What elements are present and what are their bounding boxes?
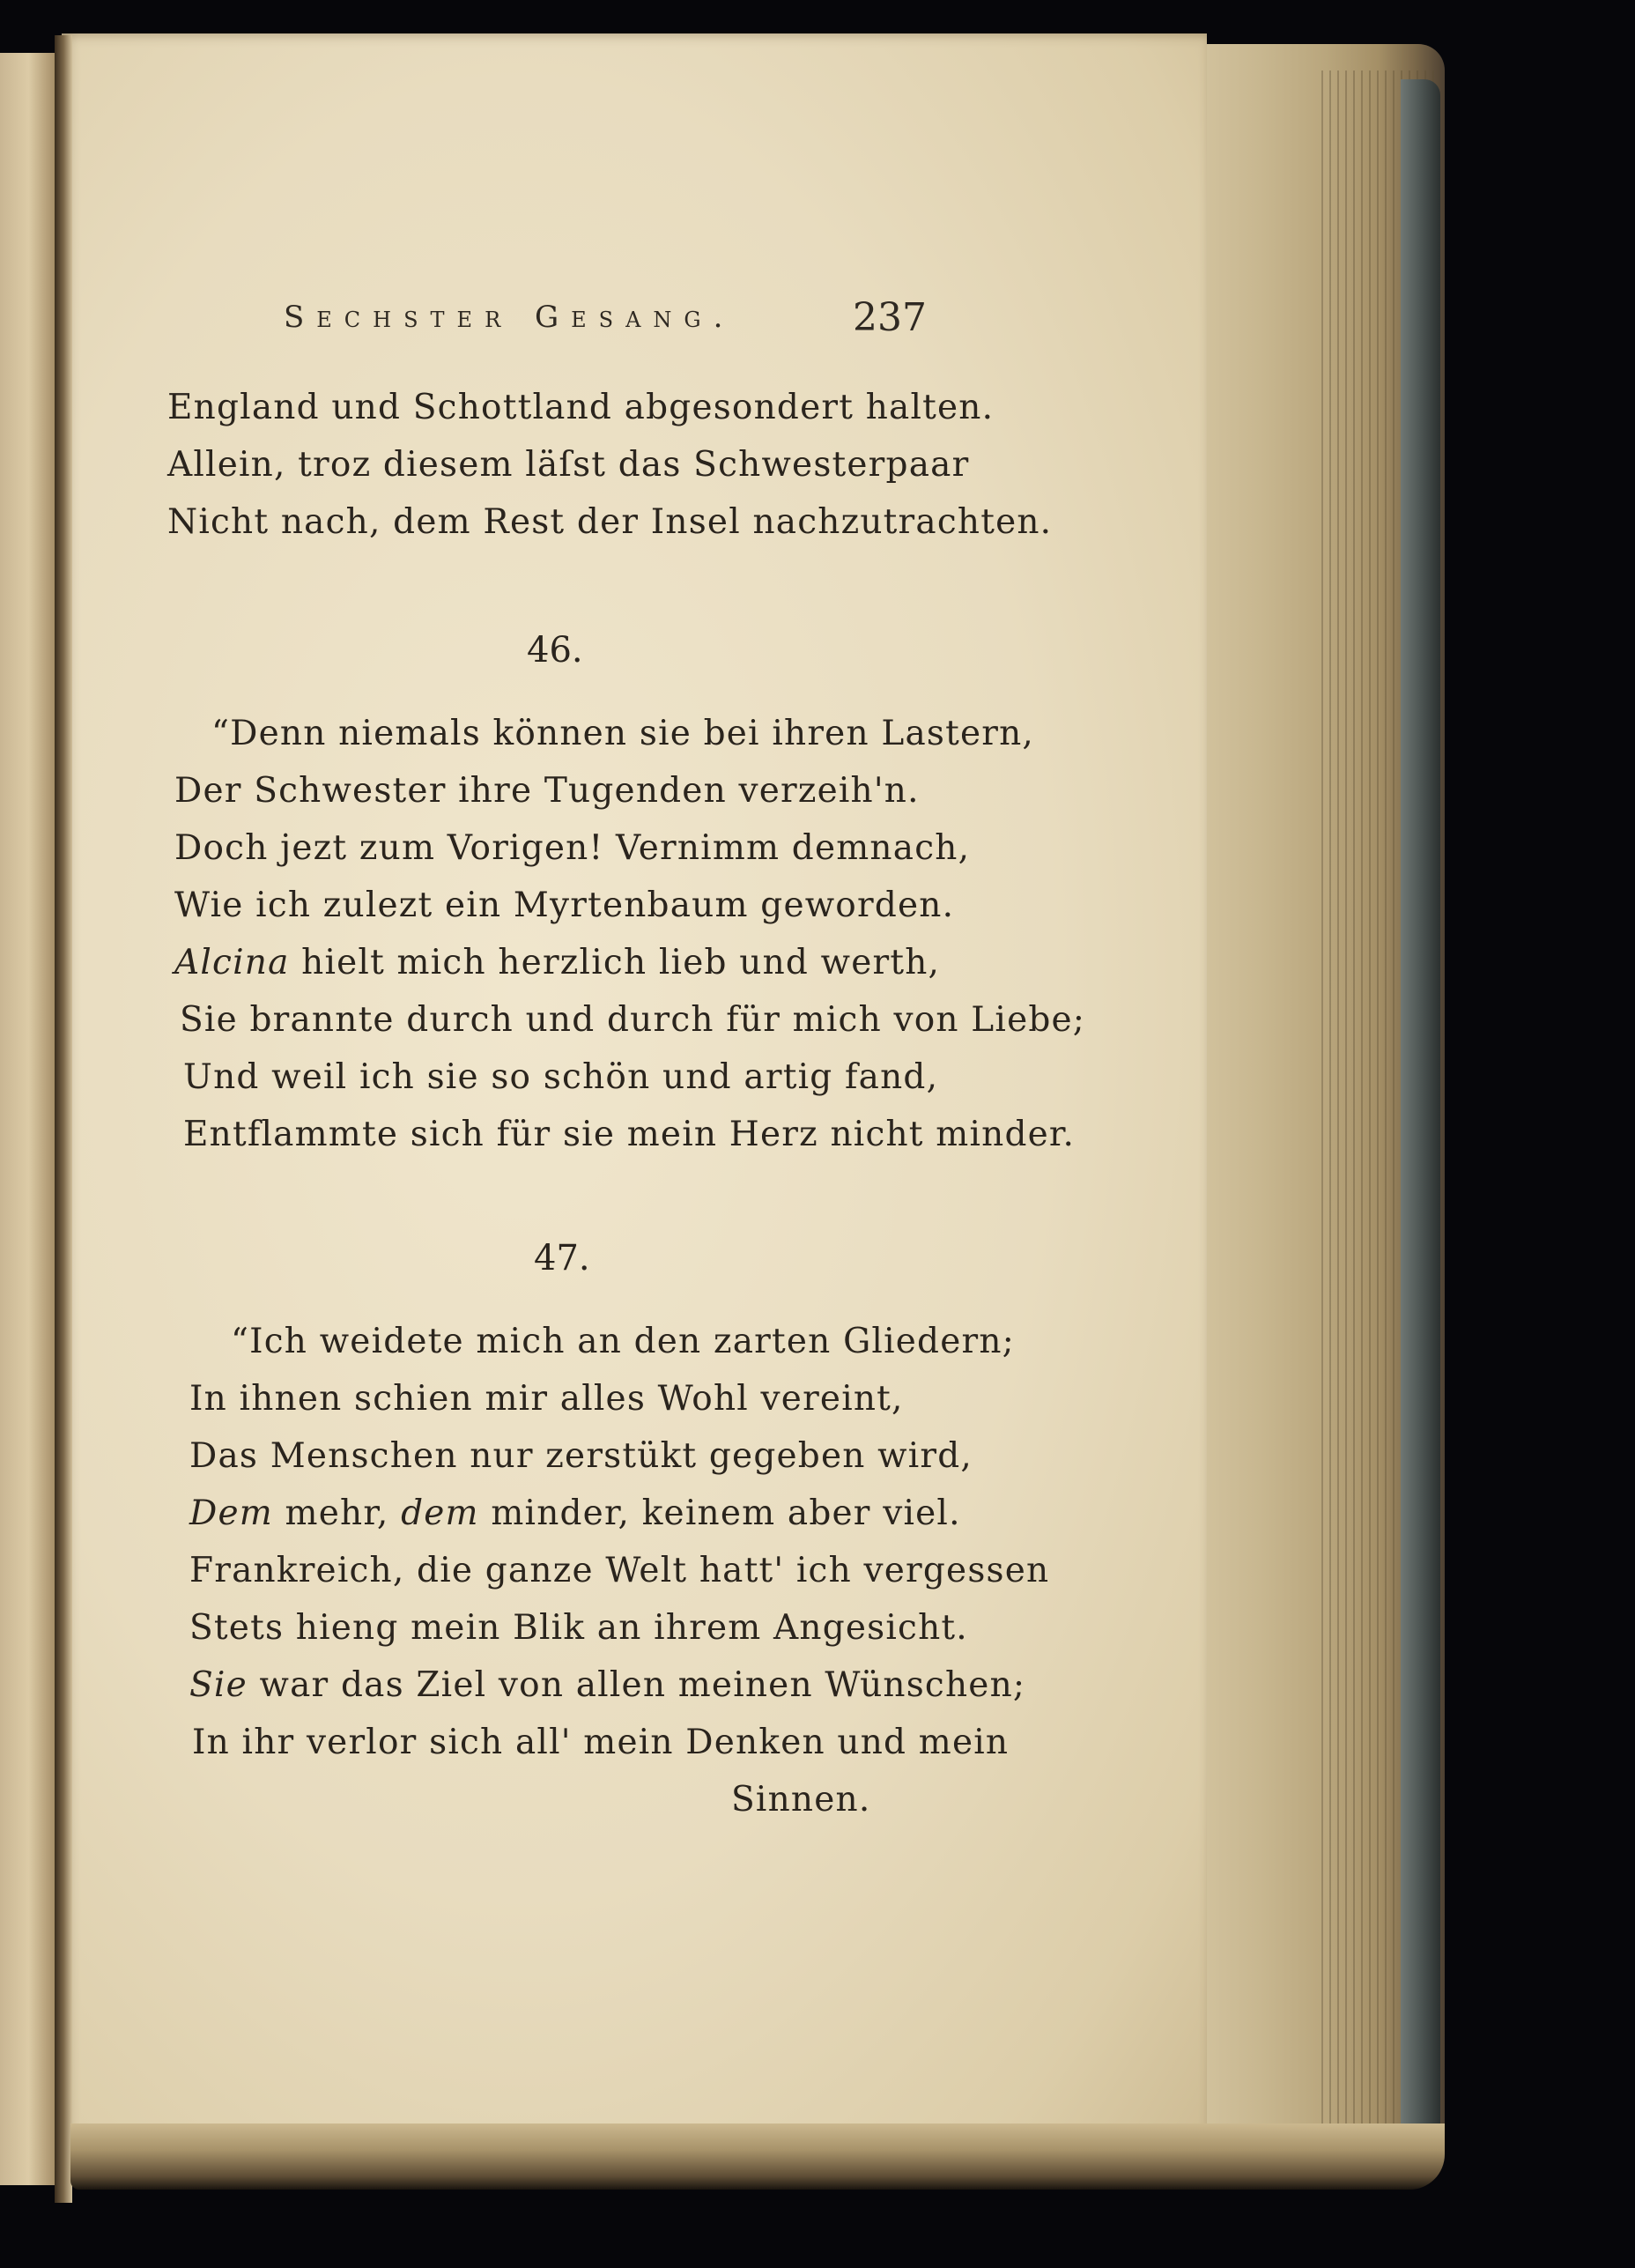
verse-line: “Ich weidete mich an den zarten Gliedern; <box>231 1322 1016 1361</box>
verse-line: Stets hieng mein Blik an ihrem Angesicht. <box>189 1608 968 1648</box>
verse-line: Sie brannte durch und durch für mich von Liebe; <box>180 1000 1086 1040</box>
verse-line-part: mehr, <box>285 1493 389 1533</box>
verse-line <box>174 943 940 982</box>
stanza-number: 47. <box>534 1238 590 1279</box>
italic-name: Alcina <box>174 943 290 982</box>
verse-line-part: minder, keinem aber viel. <box>491 1493 961 1533</box>
verse-line: Entflammte sich für sie mein Herz nicht minder. <box>183 1115 1076 1154</box>
verse-line <box>189 1665 1025 1705</box>
verse-line: Der Schwester ihre Tugenden verzeih'n. <box>174 771 920 811</box>
italic-word: dem <box>401 1493 479 1533</box>
verse-line: In ihr verlor sich all' mein Denken und mein <box>192 1723 1010 1762</box>
verse-line: In ihnen schien mir alles Wohl vereint, <box>189 1379 904 1419</box>
verse-line: England und Schottland abgesondert halten. <box>167 388 995 427</box>
gutter <box>55 35 72 2203</box>
verse-line-rest: war das Ziel von allen meinen Wünschen; <box>259 1665 1026 1705</box>
italic-word: Dem <box>189 1493 273 1533</box>
bottom-edge <box>70 2123 1445 2190</box>
verse-line: Nicht nach, dem Rest der Insel nachzutrachten. <box>167 502 1053 542</box>
verse-line: Doch jezt zum Vorigen! Vernimm demnach, <box>174 828 971 868</box>
stanza-number: 46. <box>527 630 583 671</box>
page-number: 237 <box>853 295 927 340</box>
italic-word: Sie <box>189 1665 248 1705</box>
verse-line: Wie ich zulezt ein Myrtenbaum geworden. <box>174 886 955 925</box>
verse-line-rest: hielt mich herzlich lieb und werth, <box>301 943 941 982</box>
verse-line: “Denn niemals können sie bei ihren Lastern, <box>211 714 1035 753</box>
verse-line: Allein, troz diesem läſst das Schwesterpaar <box>167 445 970 485</box>
verse-line: Und weil ich sie so schön und artig fand, <box>183 1057 939 1097</box>
verse-line <box>189 1493 961 1533</box>
verse-line: Das Menschen nur zerstükt gegeben wird, <box>189 1436 973 1476</box>
verse-line-runover: Sinnen. <box>731 1780 871 1820</box>
running-head-title: Sechster Gesang. <box>284 300 736 335</box>
verse-line: Frankreich, die ganze Welt hatt' ich vergessen <box>189 1551 1050 1590</box>
cover-edge <box>1401 79 1440 2159</box>
